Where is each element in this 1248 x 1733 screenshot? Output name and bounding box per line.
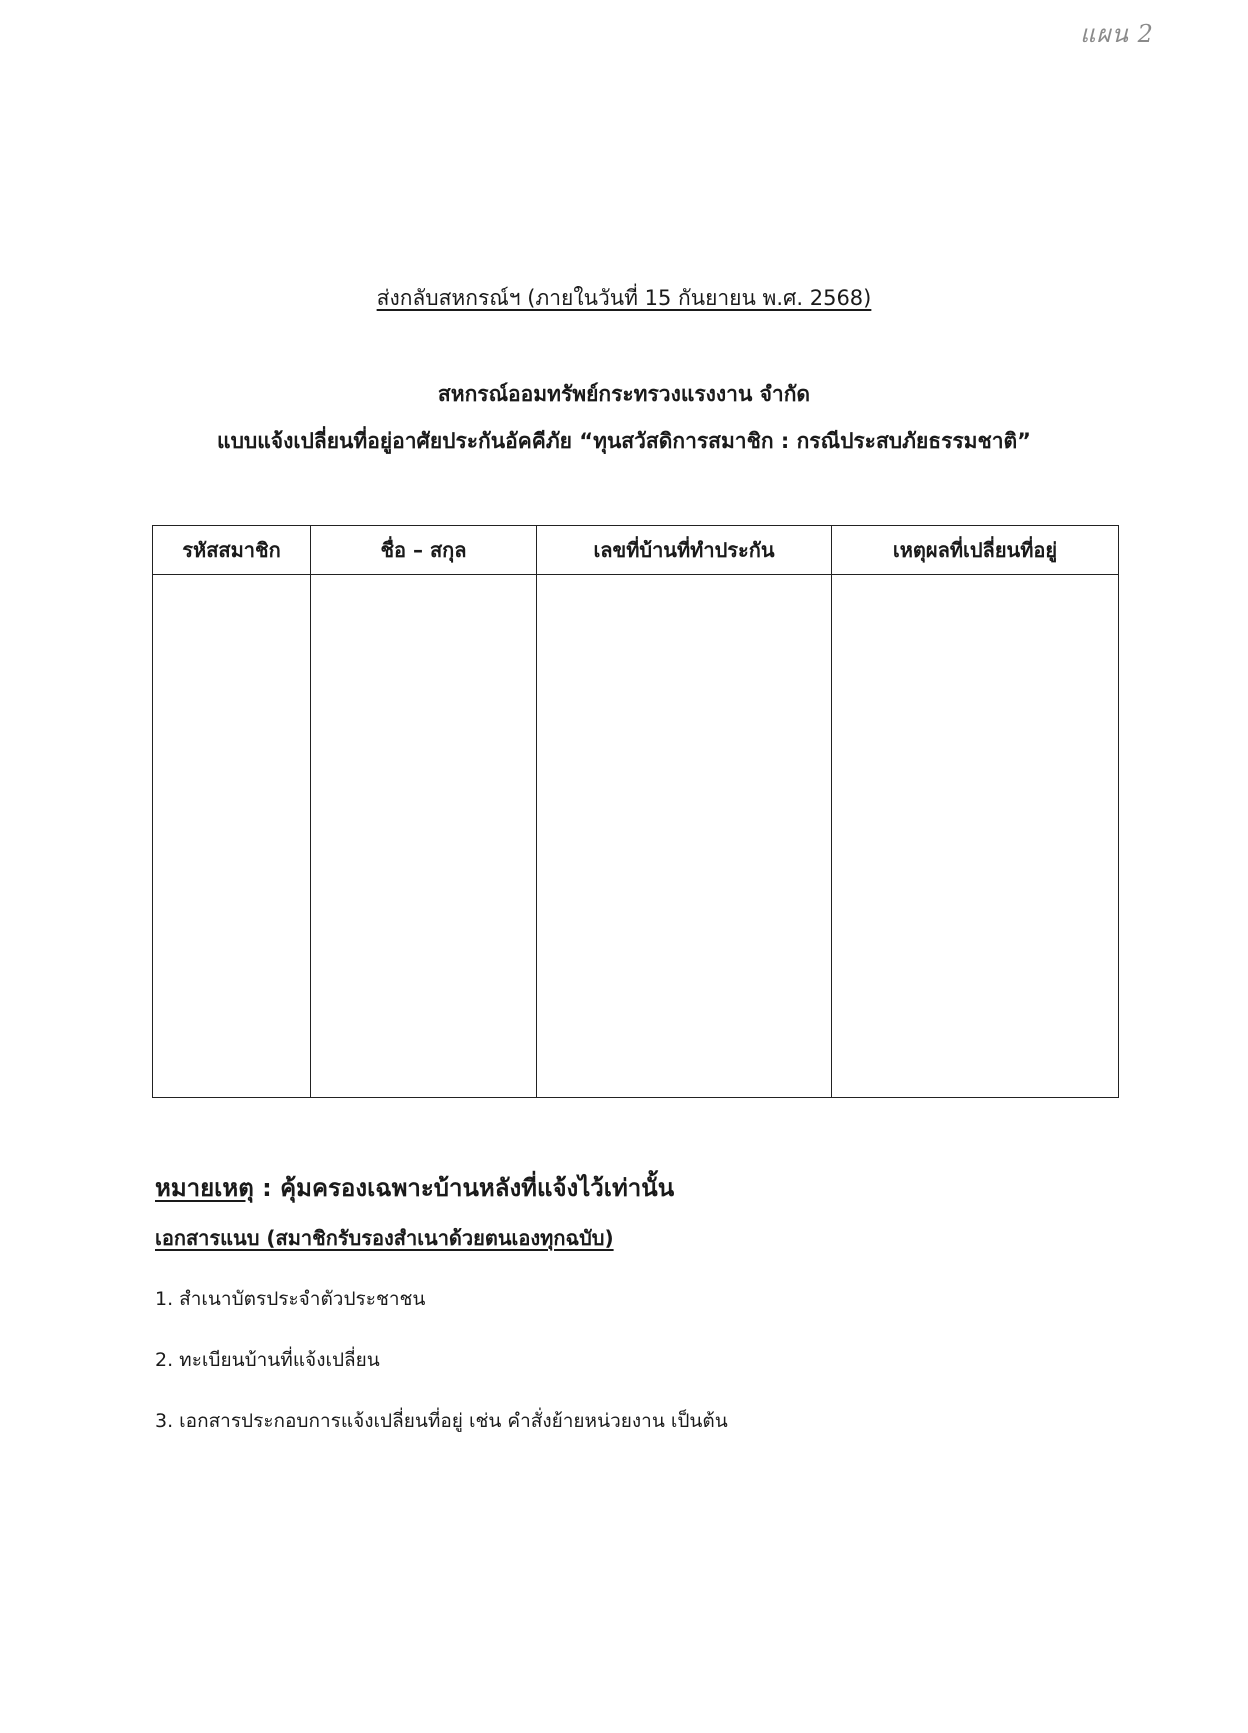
- return-deadline-line: ส่งกลับสหกรณ์ฯ (ภายในวันที่ 15 กันยายน พ.ศ. 2568): [376, 286, 872, 310]
- coverage-note: [155, 1168, 674, 1207]
- header-member-id: รหัสสมาชิก: [153, 526, 311, 575]
- table-row: [153, 575, 1119, 1098]
- header-house-number: เลขที่บ้านที่ทำประกัน: [537, 526, 832, 575]
- cell-house-number: [537, 575, 832, 1098]
- attachment-item: 3. เอกสารประกอบการแจ้งเปลี่ยนที่อยู่ เช่น คำสั่งย้ายหน่วยงาน เป็นต้น: [155, 1410, 728, 1432]
- address-change-table: [152, 525, 1119, 1098]
- organization-title: สหกรณ์ออมทรัพย์กระทรวงแรงงาน จำกัด: [437, 382, 811, 406]
- cell-full-name: [311, 575, 537, 1098]
- attachments-title: เอกสารแนบ (สมาชิกรับรองสำเนาด้วยตนเองทุกฉบับ): [155, 1226, 614, 1250]
- attachment-item: 1. สำเนาบัตรประจำตัวประชาชน: [155, 1288, 426, 1310]
- header-change-reason: เหตุผลที่เปลี่ยนที่อยู่: [832, 526, 1119, 575]
- cell-change-reason: [832, 575, 1119, 1098]
- note-text: คุ้มครองเฉพาะบ้านหลังที่แจ้งไว้เท่านั้น: [280, 1174, 675, 1202]
- note-label: หมายเหตุ: [155, 1174, 254, 1202]
- handwritten-corner-note: แผน 2: [1080, 20, 1154, 48]
- attachment-item: 2. ทะเบียนบ้านที่แจ้งเปลี่ยน: [155, 1349, 380, 1371]
- note-separator: :: [253, 1174, 281, 1202]
- table-header-row: [153, 526, 1119, 575]
- header-full-name: ชื่อ – สกุล: [311, 526, 537, 575]
- form-title: แบบแจ้งเปลี่ยนที่อยู่อาศัยประกันอัคคีภัย “ทุนสวัสดิการสมาชิก : กรณีประสบภัยธรรมชาติ”: [217, 429, 1031, 453]
- cell-member-id: [153, 575, 311, 1098]
